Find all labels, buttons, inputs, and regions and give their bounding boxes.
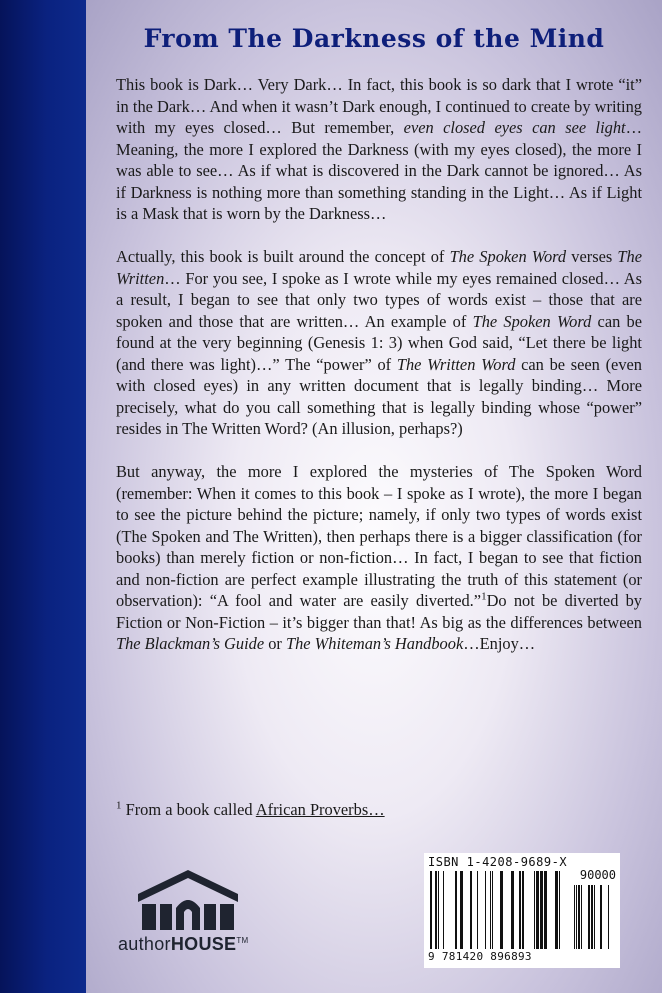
blurb-segment: …Enjoy… — [463, 634, 536, 653]
footnote — [116, 800, 385, 820]
blurb-segment: The Written — [116, 247, 643, 288]
blurb-segment: can be seen (even with closed eyes) in any written document that is legally binding… More precisely, what do you call something that is legally binding whose “power” resides in The Written Word? (An illusion, perhaps?) — [116, 354, 642, 438]
barcode-bar — [500, 871, 503, 949]
price-bar — [591, 885, 593, 949]
price-bar — [574, 885, 575, 949]
blurb-segment: …Meaning, the more I explored the Darkness (with my eyes closed), the more I was able to see… As if what is discovered in the Dark cannot be ignored… As if Darkness is nothing more than something standing in the Light… As if Light is a Mask that is worn by the Darkness… — [116, 118, 642, 223]
barcode-bar — [438, 871, 439, 949]
price-bar — [576, 885, 577, 949]
blurb-segment: But anyway, the more I explored the mysteries of The Spoken Word (remember: When it comes to this book – I spoke as I wrote), the more I began to see the picture behind the picture; namely, if only two types of words exist (The Spoken and The Written), then perhaps there is a bigger classification (for books) than merely fiction or non-fiction… In fact, I began to see that fiction and non-fiction are perfect example illustrating the truth of this statement (or observation): “A fool and water are easily diverted.” — [116, 462, 642, 610]
barcode-bar — [559, 871, 560, 949]
barcode-bar — [430, 871, 432, 949]
blurb-segment: The Whiteman’s Handbook — [285, 634, 464, 653]
price-bar — [594, 885, 595, 949]
price-bar — [578, 885, 580, 949]
isbn-label: ISBN 1-4208-9689-X — [428, 855, 568, 869]
barcode-bar — [455, 871, 457, 949]
blurb-body — [116, 74, 642, 676]
barcode-bar — [534, 871, 535, 949]
publisher-name — [118, 934, 249, 955]
price-bar — [588, 885, 590, 949]
blurb-segment: verses — [566, 247, 618, 266]
blurb-segment: The Written Word — [396, 354, 516, 374]
ean-digits: 9 781420 896893 — [428, 950, 532, 963]
blurb-segment: The Spoken Word — [472, 311, 592, 331]
blurb-segment: 1 — [481, 590, 487, 603]
publisher-name-part2: HOUSE — [170, 934, 237, 954]
blurb-segment: Actually, this book is built around the concept of — [116, 247, 450, 266]
barcode-bar — [470, 871, 472, 949]
barcode-bar — [519, 871, 521, 949]
barcode-bar — [490, 871, 491, 949]
blurb-segment: Do not be diverted by Fiction or Non-Fiction – it’s bigger than that! As big as the differences between — [116, 591, 643, 632]
barcode-bar — [443, 871, 444, 949]
barcode-bar — [555, 871, 558, 949]
barcode-bar — [492, 871, 493, 949]
barcode-bar — [511, 871, 514, 949]
price-bar — [608, 885, 609, 949]
blurb-segment: This book is Dark… Very Dark… In fact, this book is so dark that I wrote “it” in the Dark… And when it wasn’t Dark enough, I continued to create by writing with my eyes closed… But remember, — [116, 75, 642, 137]
spine-band — [0, 0, 86, 993]
barcode-bar — [544, 871, 547, 949]
blurb-paragraph-1 — [116, 74, 642, 225]
price-code: 90000 — [579, 868, 616, 882]
blurb-paragraph-3 — [116, 461, 642, 655]
barcode-bar — [435, 871, 437, 949]
barcode-bar — [477, 871, 478, 949]
isbn-barcode — [424, 853, 620, 968]
blurb-segment: even closed eyes can see light — [403, 118, 626, 137]
footnote-marker: 1 — [116, 799, 122, 812]
blurb-segment: or — [264, 634, 286, 653]
book-title: From The Darkness of the Mind — [143, 24, 605, 53]
footnote-prefix: From a book called — [121, 800, 256, 819]
price-bar — [600, 885, 602, 949]
trademark-mark: TM — [236, 936, 249, 945]
barcode-bar — [485, 871, 486, 949]
price-bar — [581, 885, 582, 949]
barcode-bar — [536, 871, 539, 949]
blurb-segment: … For you see, I spoke as I wrote while my eyes remained closed… As a result, I began to see that only two types of words exist – those that are spoken and those that are written… An example of — [116, 268, 642, 331]
blurb-paragraph-2 — [116, 246, 642, 440]
blurb-segment: can be found at the very beginning (Genesis 1: 3) when God said, “Let there be light (and there was light)…” The “power” of — [116, 311, 642, 374]
barcode-bar — [460, 871, 463, 949]
barcode-bar — [522, 871, 524, 949]
blurb-segment: The Spoken Word — [449, 247, 567, 266]
blurb-segment: The Blackman’s Guide — [116, 634, 265, 653]
barcode-bar — [540, 871, 543, 949]
footnote-source: African Proverbs… — [255, 800, 385, 819]
publisher-name-part1: author — [118, 934, 171, 954]
